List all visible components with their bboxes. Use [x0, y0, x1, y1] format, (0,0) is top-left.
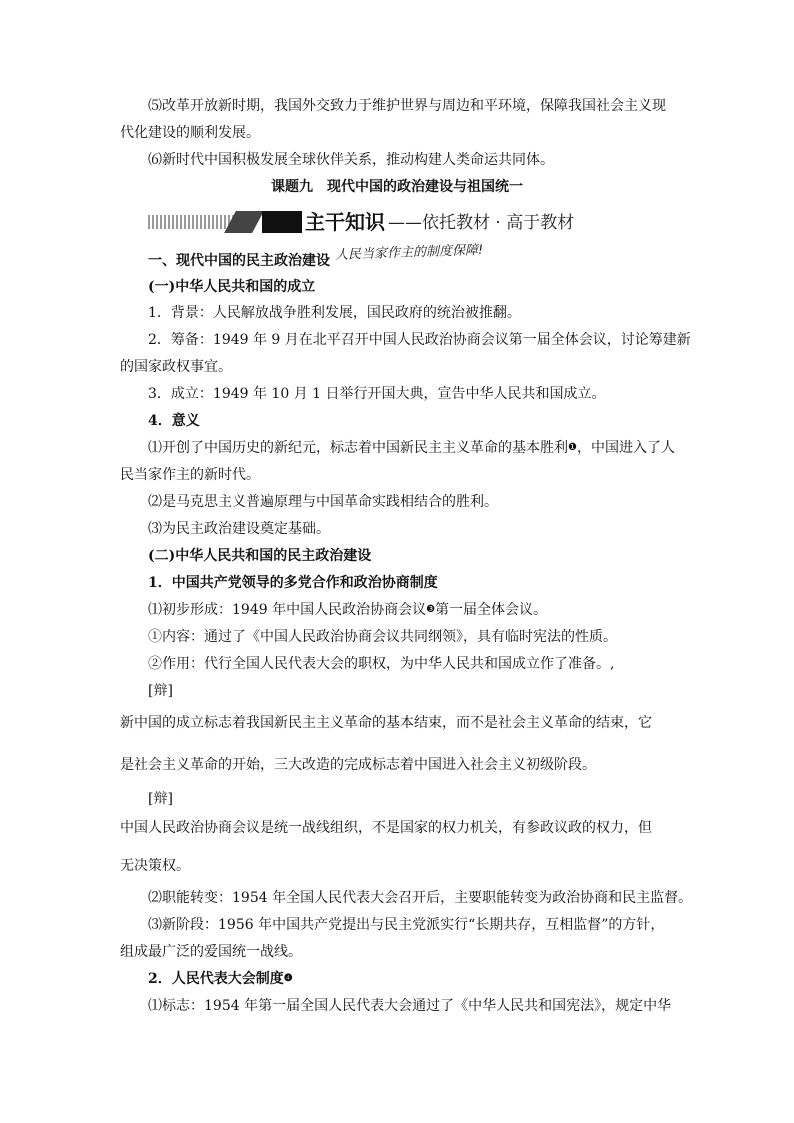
note-label: [辩]	[148, 791, 173, 807]
annotation-marker-icon: ❶	[568, 442, 577, 453]
text-line: ⑶为民主政治建设奠定基础。	[148, 521, 330, 537]
text-segment: ⑴开创了中国历史的新纪元，标志着中国新民主主义革命的基本胜利	[148, 440, 568, 456]
section-heading: 一、现代中国的民主政治建设	[148, 253, 330, 269]
lesson-title: 课题九 现代中国的政治建设与祖国统一	[271, 179, 523, 195]
text-line: ⑵职能转变：1954 年全国人民代表大会召开后，主要职能转变为政治协商和民主监督。	[148, 890, 693, 906]
handwritten-note: 人民当家作主的制度保障!	[334, 242, 484, 263]
text-line: 2．筹备：1949 年 9 月在北平召开中国人民政治协商会议第一届全体会议，讨论筹建新	[148, 332, 691, 348]
banner-subtitle: ——依托教材 · 高于教材	[388, 213, 575, 233]
text-line	[148, 600, 547, 620]
text-line: 3．成立：1949 年 10 月 1 日举行开国大典，宣告中华人民共和国成立。	[148, 386, 606, 402]
text-line: ①内容：通过了《中国人民政治协商会议共同纲领》，具有临时宪法的性质。	[148, 629, 617, 645]
subsection-heading: (二)中华人民共和国的民主政治建设	[148, 548, 372, 564]
text-line: ⑴标志：1954 年第一届全国人民代表大会通过了《中华人民共和国宪法》，规定中华	[148, 998, 672, 1014]
text-line: 代化建设的顺利发展。	[120, 125, 260, 141]
text-line: ⑹新时代中国积极发展全球伙伴关系，推动构建人类命运共同体。	[148, 152, 554, 168]
item-heading	[148, 969, 293, 989]
text-line: ②作用：代行全国人民代表大会的职权，为中华人民共和国成立作了准备。,	[148, 656, 615, 672]
text-line: 中国人民政治协商会议是统一战线组织，不是国家的权力机关，有参政议政的权力，但	[120, 820, 652, 836]
text-line: 是社会主义革命的开始，三大改造的完成标志着中国进入社会主义初级阶段。	[120, 757, 596, 773]
banner-title: 主干知识	[305, 210, 385, 234]
note-label: [辩]	[148, 683, 173, 699]
annotation-marker-icon: ❸	[426, 604, 436, 615]
text-line: 民当家作主的新时代。	[120, 467, 260, 483]
section-banner	[148, 207, 668, 237]
text-line: ⑸改革开放新时期，我国外交致力于维护世界与周边和平环境，保障我国社会主义现	[148, 98, 666, 114]
text-line: 无决策权。	[120, 858, 190, 874]
text-line: 组成最广泛的爱国统一战线。	[120, 944, 302, 960]
text-segment: ⑴初步形成：1949 年中国人民政治协商会议	[148, 602, 427, 618]
text-line	[148, 438, 675, 458]
banner-stripe-decoration	[148, 215, 238, 229]
item-heading: 1．中国共产党领导的多党合作和政治协商制度	[148, 575, 438, 591]
text-segment: 第一届全体会议。	[435, 602, 548, 618]
text-segment: ，中国进入了人	[576, 440, 675, 456]
text-line: 的国家政权事宜。	[120, 359, 232, 375]
text-line: 1．背景：人民解放战争胜利发展，国民政府的统治被推翻。	[148, 305, 521, 321]
text-line: 新中国的成立标志着我国新民主主义革命的基本结束，而不是社会主义革命的结束，它	[120, 715, 652, 731]
text-segment: 2．人民代表大会制度	[148, 971, 284, 987]
text-line: ⑶新阶段：1956 年中国共产党提出与民主党派实行“长期共存，互相监督”的方针，	[148, 917, 665, 933]
item-heading: 4．意义	[148, 413, 200, 429]
subsection-heading: (一)中华人民共和国的成立	[148, 279, 316, 295]
annotation-marker-icon: ❹	[283, 973, 293, 984]
banner-bar-decoration	[262, 211, 302, 233]
text-line: ⑵是马克思主义普遍原理与中国革命实践相结合的胜利。	[148, 494, 498, 510]
